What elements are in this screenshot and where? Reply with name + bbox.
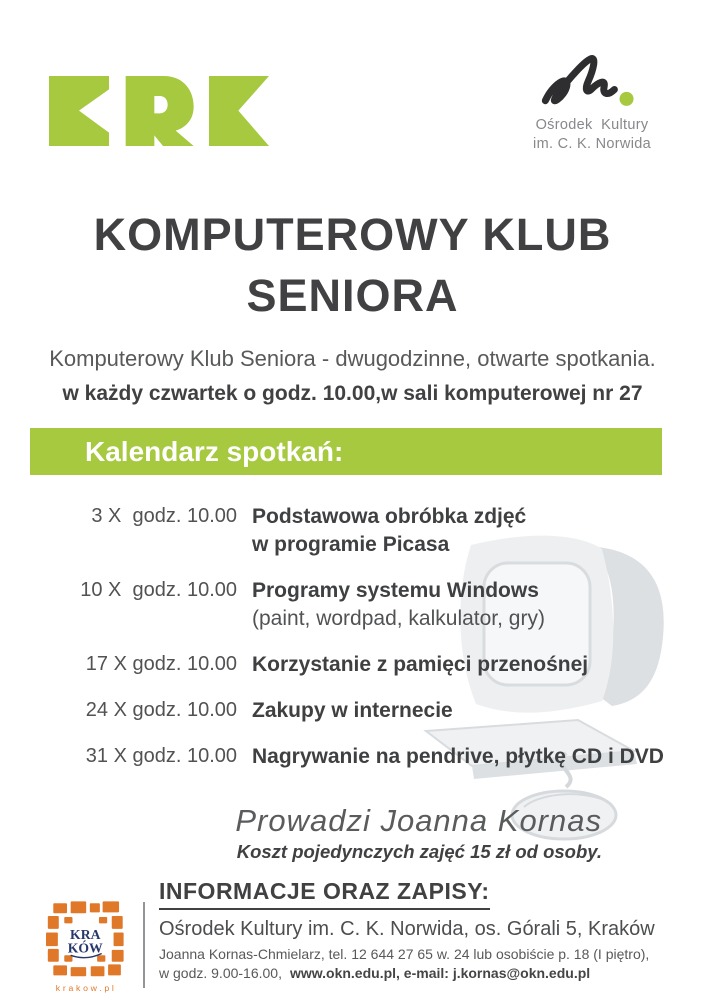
event-row <box>32 651 705 679</box>
footer-hours: w godz. 9.00-16.00, <box>159 965 282 981</box>
intro-line2: w każdy czwartek o godz. 10.00,w sali komputerowej nr 27 <box>62 382 643 405</box>
footer-info <box>159 876 655 1003</box>
event-row <box>32 577 705 633</box>
event-title: Korzystanie z pamięci przenośnej <box>252 653 589 676</box>
calendar-heading: Kalendarz spotkań: <box>85 436 344 467</box>
calendar-event-list <box>32 503 705 789</box>
footer-divider <box>143 902 145 988</box>
footer-hours-line <box>159 965 655 981</box>
footer-heading: INFORMACJE ORAZ ZAPISY: <box>159 878 490 910</box>
event-date: 10 X godz. 10.00 <box>80 579 237 601</box>
event-date: 17 X godz. 10.00 <box>85 653 237 675</box>
event-row <box>32 743 705 771</box>
event-title: Programy systemu Windows <box>252 579 539 602</box>
session-cost: Koszt pojedynczych zajęć 15 zł od osoby. <box>236 841 602 862</box>
footer-address: Ośrodek Kultury im. C. K. Norwida, os. Górali 5, Kraków <box>159 918 655 940</box>
calendar-heading-banner <box>30 428 662 475</box>
page-title <box>0 204 705 326</box>
krakow-logo-url: krakow.pl <box>55 982 117 993</box>
intro-text <box>0 346 705 406</box>
event-description <box>252 503 526 559</box>
norwida-logo <box>522 50 662 154</box>
krakow-mosaic-icon <box>46 898 130 998</box>
instructor-name: Prowadzi Joanna Kornas <box>235 803 602 838</box>
page-title-line2: SENIORA <box>246 270 459 321</box>
event-description <box>252 577 545 633</box>
event-row <box>32 697 705 725</box>
norwida-logo-line1: Ośrodek Kultury <box>535 117 649 133</box>
footer <box>45 876 695 1003</box>
event-date: 3 X godz. 10.00 <box>91 505 237 527</box>
event-description <box>252 743 664 771</box>
instructor-block <box>235 803 602 863</box>
event-description <box>252 651 588 679</box>
event-title: Podstawowa obróbka zdjęć <box>252 505 527 528</box>
event-note: (paint, wordpad, kalkulator, gry) <box>252 607 545 630</box>
intro-line1: Komputerowy Klub Seniora - dwugodzinne, otwarte spotkania. <box>49 346 656 371</box>
event-description <box>252 697 453 725</box>
krakow-logo-text-line2: KÓW <box>67 940 103 956</box>
norwida-logo-line2: im. C. K. Norwida <box>533 136 651 152</box>
event-date: 31 X godz. 10.00 <box>85 745 237 767</box>
krakow-logo <box>45 898 131 1003</box>
norwida-signature-icon <box>536 50 648 116</box>
event-date: 24 X godz. 10.00 <box>85 699 237 721</box>
event-title: Zakupy w internecie <box>252 699 453 722</box>
krakow-logo-text-line1: KRA <box>70 926 101 942</box>
event-row <box>32 503 705 559</box>
page-title-line1: KOMPUTEROWY KLUB <box>93 209 612 260</box>
footer-links: www.okn.edu.pl, e-mail: j.kornas@okn.edu.pl <box>289 965 591 981</box>
event-title-line2: w programie Picasa <box>252 533 450 556</box>
event-title: Nagrywanie na pendrive, płytkę CD i DVD <box>252 745 664 768</box>
krk-logo-icon <box>48 76 270 146</box>
footer-contact: Joanna Kornas-Chmielarz, tel. 12 644 27 65 w. 24 lub osobiście p. 18 (I piętro), <box>159 946 650 962</box>
